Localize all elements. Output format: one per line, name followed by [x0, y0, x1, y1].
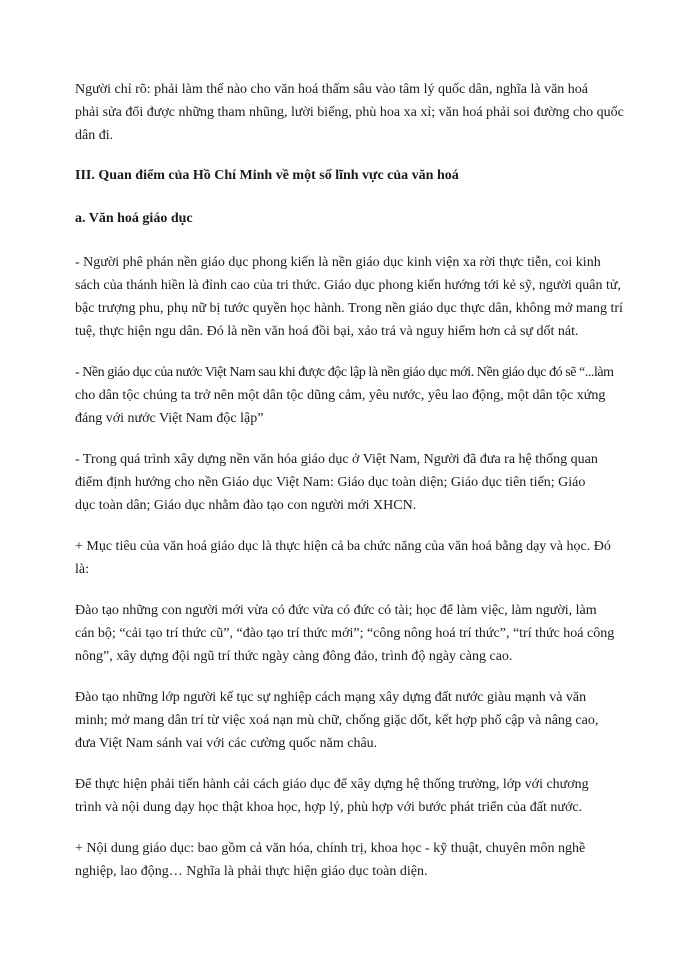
text-line: cho dân tộc chúng ta trở nên một dân tộc dũng cảm, yêu nước, yêu lao động, một dân tộc xứng: [75, 388, 606, 403]
text-line: dục toàn dân; Giáo dục nhằm đào tạo con người mới XHCN.: [75, 498, 417, 513]
text-line: điểm định hướng cho nền Giáo dục Việt Nam: Giáo dục toàn diện; Giáo dục tiên tiến; Giáo: [75, 475, 586, 490]
text-line: + Nội dung giáo dục: bao gồm cả văn hóa, chính trị, khoa học - kỹ thuật, chuyên môn nghề: [75, 841, 586, 856]
text-line: Đào tạo những con người mới vừa có đức vừa có đức có tài; học để làm việc, làm người, làm: [75, 603, 597, 618]
text-line: nghiệp, lao động… Nghĩa là phải thực hiện giáo dục toàn diện.: [75, 864, 428, 879]
intro-paragraph: [75, 78, 635, 147]
text-line: là:: [75, 562, 89, 577]
document-page: [75, 78, 635, 901]
paragraph-feudal-education: [75, 251, 635, 343]
text-line: + Mục tiêu của văn hoá giáo dục là thực hiện cả ba chức năng của văn hoá bằng dạy và học. Đó: [75, 539, 611, 554]
text-line: - Nền giáo dục của nước Việt Nam sau khi được độc lập là nền giáo dục mới. Nền giáo dục đó sẽ “...làm: [75, 365, 614, 380]
paragraph-education-goals: [75, 535, 635, 581]
paragraph-training-generations: [75, 686, 635, 755]
text-line: - Người phê phán nền giáo dục phong kiến là nền giáo dục kinh viện xa rời thực tiễn, coi kinh: [75, 255, 601, 270]
paragraph-education-viewpoints: [75, 448, 635, 517]
text-line: Để thực hiện phải tiến hành cải cách giáo dục để xây dựng hệ thống trường, lớp với chương: [75, 777, 589, 792]
text-line: bậc trượng phu, phụ nữ bị tước quyền học hành. Trong nền giáo dục thực dân, không mở mang trí: [75, 301, 623, 316]
text-line: Đào tạo những lớp người kế tục sự nghiệp cách mạng xây dựng đất nước giàu mạnh và văn: [75, 690, 587, 705]
section-heading: III. Quan điểm của Hồ Chí Minh về một số lĩnh vực của văn hoá: [75, 168, 459, 183]
subsection-heading: a. Văn hoá giáo dục: [75, 211, 193, 226]
text-line: trình và nội dung dạy học thật khoa học, hợp lý, phù hợp với bước phát triển của đất nước.: [75, 800, 583, 815]
text-line: nông”, xây dựng đội ngũ trí thức ngày càng đông đảo, trình độ ngày càng cao.: [75, 649, 513, 664]
text-line: cán bộ; “cải tạo trí thức cũ”, “đào tạo trí thức mới”; “công nông hoá trí thức”, “trí thức hoá công: [75, 626, 615, 641]
text-line: đáng với nước Việt Nam độc lập”: [75, 411, 264, 426]
paragraph-training-people: [75, 599, 635, 668]
text-line: minh; mở mang dân trí từ việc xoá nạn mù chữ, chống giặc dốt, kết hợp phổ cập và nâng cao,: [75, 713, 599, 728]
text-line: phải sửa đổi được những tham nhũng, lười biếng, phù hoa xa xỉ; văn hoá phải soi đường cho quốc: [75, 105, 624, 120]
text-line: dân đi.: [75, 128, 114, 143]
text-line: - Trong quá trình xây dựng nền văn hóa giáo dục ở Việt Nam, Người đã đưa ra hệ thống quan: [75, 452, 598, 467]
text-line: Người chỉ rõ: phải làm thế nào cho văn hoá thấm sâu vào tâm lý quốc dân, nghĩa là văn hoá: [75, 82, 589, 97]
paragraph-new-education: [75, 361, 635, 430]
text-line: đưa Việt Nam sánh vai với các cường quốc năm châu.: [75, 736, 378, 751]
paragraph-education-content: [75, 837, 635, 883]
paragraph-education-reform: [75, 773, 635, 819]
text-line: tuệ, thực hiện ngu dân. Đó là nền văn hoá đồi bại, xảo trá và nguy hiểm hơn cả sự dốt nát.: [75, 324, 579, 339]
text-line: sách của thánh hiền là đỉnh cao của tri thức. Giáo dục phong kiến hướng tới kẻ sỹ, người quân tử,: [75, 278, 621, 293]
